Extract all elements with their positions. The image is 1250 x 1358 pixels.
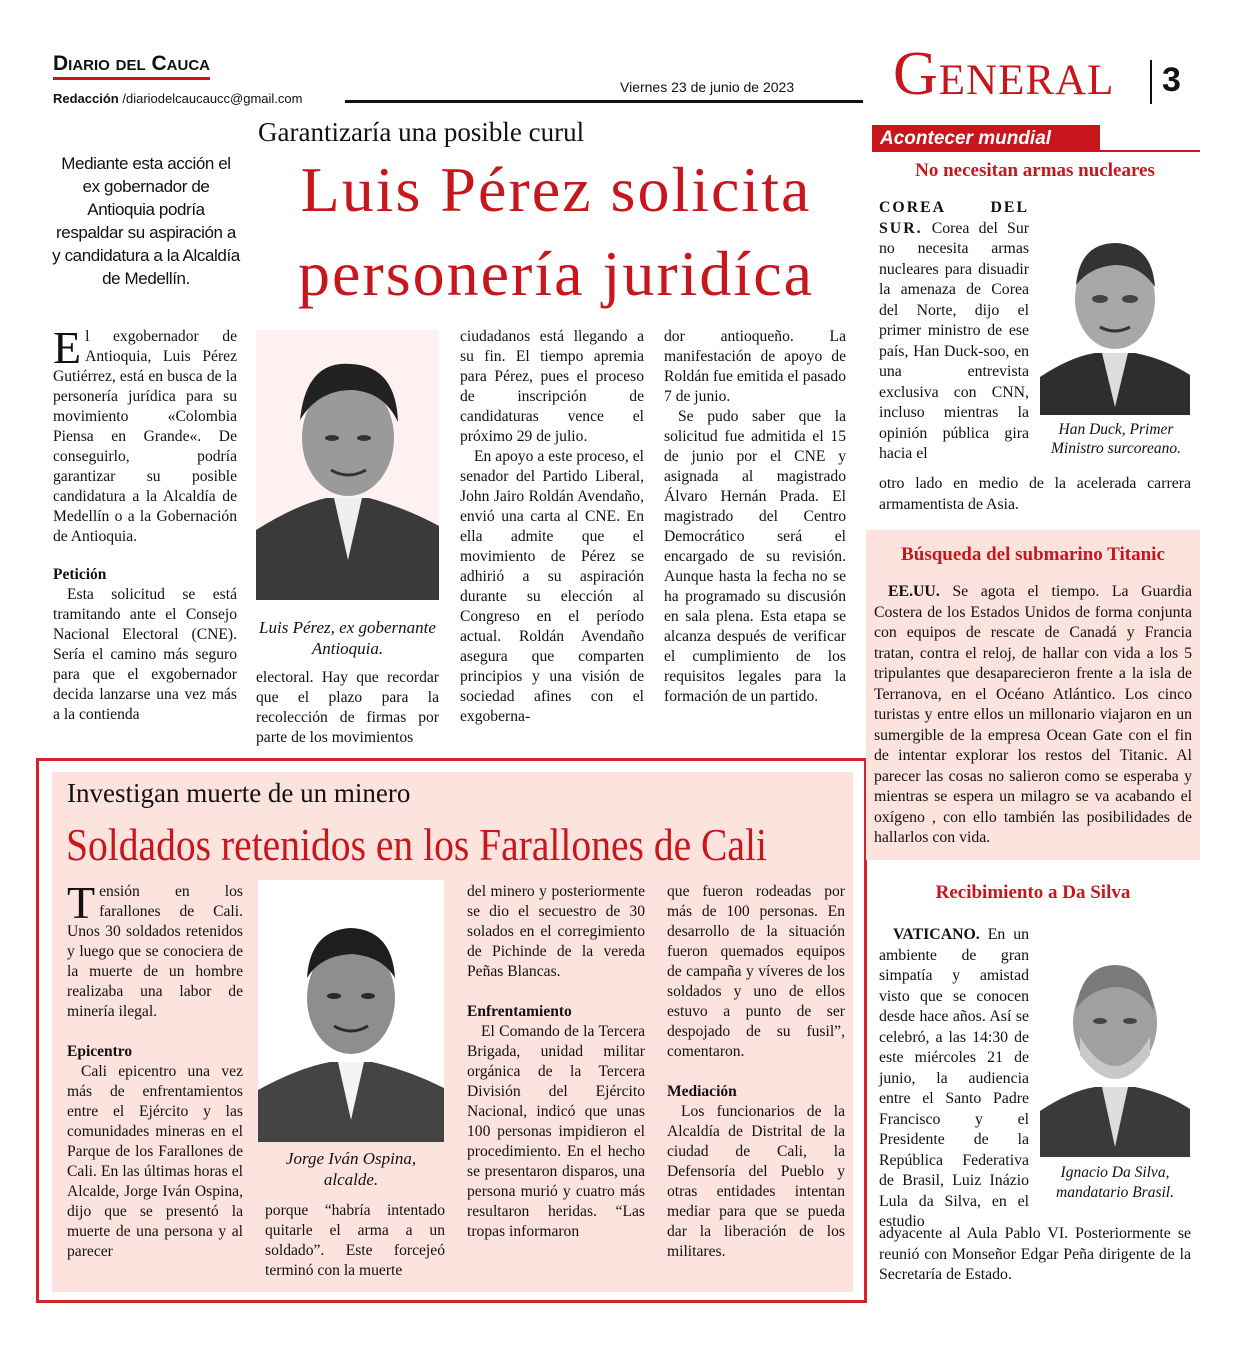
main-summary: Mediante esta acción el ex gobernador de Antioquia podría respaldar su aspiración a y candidatura a la Alcaldía de Medellín. <box>52 154 240 288</box>
sidebar-story3-place: VATICANO. <box>893 926 980 943</box>
section-divider <box>1150 60 1152 104</box>
second-headline: Soldados retenidos en los Farallones de Cali <box>66 819 767 870</box>
main-col-2 <box>256 668 439 748</box>
main-subhead-peticion: Petición <box>53 566 107 583</box>
sidebar-story3-text-cont: adyacente al Aula Pablo VI. Posteriormente se reunió con Monseñor Edgar Peña dirigente de la Secretaría de Estado. <box>879 1225 1191 1283</box>
header-rule <box>345 100 863 103</box>
sidebar-story1-text: Corea del Sur no necesita armas nucleares para disuadir la amenaza de Corea del Norte, dijo el primer ministro de ese país, Han Duck-soo, en una entrevista exclusiva con CNN, incluso mientras la opinión pública gira hacia el <box>879 219 1029 462</box>
sidebar-story3-cont <box>879 1224 1191 1286</box>
main-col3-p1: ciudadanos está llegando a su fin. El tiempo apremia para Pérez, pues el proceso de inscripción de candidaturas vence el próximo 29 de julio. <box>460 328 644 445</box>
luis-perez-photo <box>256 330 439 600</box>
issue-date: Viernes 23 de junio de 2023 <box>620 79 795 95</box>
main-col1-p2: Esta solicitud se está tramitando ante el Consejo Nacional Electoral (CNE). Sería el camino más seguro para que el exgobernador decida lanzarse una vez más a la contienda <box>53 586 237 723</box>
main-kicker: Garantizaría una posible curul <box>258 117 585 147</box>
sidebar-story1-cont <box>879 474 1191 515</box>
second-col-4 <box>667 882 845 1262</box>
ospina-photo <box>258 880 444 1142</box>
second-col4-p1: que fueron rodeadas por más de 100 personas. En desarrollo de la situación fueron quemados equipos de campaña y víveres de los soldados y uno de ellos estuvo a punto de ser despojado de su fusil”, comentaron. <box>667 883 845 1060</box>
sidebar-banner: Acontecer mundial <box>872 125 1100 152</box>
main-col4-p2: Se pudo saber que la solicitud fue admitida el 15 de junio por el CNE y asignada al magistrado Álvaro Hernán Prada. El magistrado del Centro Democrático será el encargado de su revisión. Aunque hasta la fecha no se ha programado su discusión en sala plena. Esta etapa se alcanza después de verificar el cumplimiento de los requisitos legales para la formación de un partido. <box>664 408 846 705</box>
masthead <box>53 52 210 80</box>
second-col1-p2: Cali epicentro una vez más de enfrentamientos entre el Ejército y las comunidades mineras en el Parque de los Farallones de Cali. En las últimas horas el Alcalde, Jorge Iván Ospina, dijo que se presentó la muerte de una persona y al parecer <box>67 1063 243 1260</box>
sidebar-banner-rule <box>872 150 1200 152</box>
second-col4-p2: Los funcionarios de la Alcaldía de Distrital de la ciudad de Cali, la Defensoría del Pueblo y otras entidades intentan mediar para que se pueda dar la liberación de los militares. <box>667 1103 845 1260</box>
sidebar-story3-body <box>879 925 1029 1233</box>
ospina-caption: Jorge Iván Ospina, alcalde. <box>285 1149 417 1189</box>
second-col2-p1: porque “habría intentado quitarle el arma a un soldado”. Este forcejeó terminó con la muerte <box>265 1202 445 1279</box>
main-dropcap: E <box>53 322 82 373</box>
redaccion-email: /diariodelcaucaucc@gmail.com <box>122 91 303 106</box>
sidebar-story2-body <box>874 582 1192 849</box>
portrait-icon <box>258 880 444 1142</box>
second-col1-p1: ensión en los farallones de Cali. Unos 30 soldados retenidos y luego que se conociera de la muerte de un hombre realizaba una labor de minería ilegal. <box>67 883 243 1020</box>
sidebar-story3-title: Recibimiento a Da Silva <box>935 882 1131 903</box>
main-col-4 <box>664 327 846 707</box>
portrait-icon <box>1040 207 1190 415</box>
redaccion-label: Redacción <box>53 91 119 106</box>
page-number: 3 <box>1162 61 1181 99</box>
second-col3-p1: del minero y posteriormente se dio el secuestro de 30 solados en el corregimiento de Pichinde de la vereda Peñas Blancas. <box>467 883 645 980</box>
second-subhead-enfrentamiento: Enfrentamiento <box>467 1003 572 1020</box>
sidebar-story2-text: Se agota el tiempo. La Guardia Costera de los Estados Unidos de forma conjunta con equipos de rescate de Canadá y Francia tratan, contra el reloj, de hallar con vida a los 5 tripulantes que desaparecieron frente a la isla de Terranova, en el Océano Atlántico. Los cinco turistas y entre ellos un millonario viajaron en un sumergible de la empresa Ocean Gate con el fin de intentar explorar los restos del Titanic. Al parecer las cosas no salieron como se esperaba y mientras se espera un milagro se va acabando el oxígeno , con ello también las posibilidades de hallarlos con vida. <box>874 583 1192 846</box>
main-headline: Luis Pérez solicita personería juridíca <box>298 154 814 309</box>
section-title: General <box>893 40 1115 108</box>
sidebar-story1-text-cont: otro lado en medio de la acelerada carrera armamentista de Asia. <box>879 475 1191 513</box>
sidebar-story1-body <box>879 198 1029 465</box>
second-col-2 <box>265 1201 445 1281</box>
portrait-icon <box>256 330 439 600</box>
sidebar-story2-place: EE.UU. <box>888 583 940 600</box>
second-col-1 <box>67 877 243 1262</box>
han-duck-photo <box>1040 207 1190 415</box>
second-dropcap: T <box>67 877 96 928</box>
second-col-3 <box>467 882 645 1242</box>
sidebar-story1-title: No necesitan armas nucleares <box>915 160 1155 181</box>
lula-photo <box>1040 925 1190 1157</box>
sidebar-story3-text: En un ambiente de gran simpatía y amistad visto que se conocen desde hace años. Así se celebró, a las 14:30 de este miércoles 21 de junio, la audiencia entre el Santo Padre Francisco y el Presidente de la República Federativa de Brasil, Luiz Inázio Lula da Silva, en el estudio <box>879 926 1030 1230</box>
main-col1-p1: l exgobernador de Antioquia, Luis Pérez Gutiérrez, está en busca de la personería jurídica para su movimiento «Colombia Piensa en Grande«. De conseguirlo, podría garantizar su posible candidatura a la Alcaldía de Medellín o a la Gobernación de Antioquia. <box>53 328 237 545</box>
sidebar-story2-title: Búsqueda del submarino Titanic <box>901 544 1165 565</box>
redaccion-line <box>53 91 302 106</box>
second-col3-p2: El Comando de la Tercera Brigada, unidad militar orgánica de la Tercera División del Ejército Nacional, indicó que unas 100 personas impidieron el procedimiento. En el hecho se presentaron disparos, una persona murió y cuatro más resultaron heridas. “Las tropas informaron <box>467 1023 645 1240</box>
han-duck-caption: Han Duck, Primer Ministro surcoreano. <box>1050 421 1182 457</box>
main-col3-p2: En apoyo a este proceso, el senador del Partido Liberal, John Jairo Roldán Avendaño, envió una carta al CNE. En ella admite que el movimiento de Pérez se adhirió a su aspiración durante su elección al Congreso en el período actual. Roldán Avendaño asegura que comparten principios y una visión de sociedad afines con el exgoberna- <box>460 448 644 725</box>
second-subhead-epicentro: Epicentro <box>67 1043 133 1060</box>
lula-caption: Ignacio Da Silva, mandatario Brasil. <box>1056 1164 1174 1201</box>
main-col-1 <box>53 322 237 725</box>
paper-name: Diario del Cauca <box>53 52 210 80</box>
main-col2-p1: electoral. Hay que recordar que el plazo para la recolección de firmas por parte de los movimientos <box>256 669 439 746</box>
main-col-3 <box>460 327 644 727</box>
second-kicker: Investigan muerte de un minero <box>67 778 411 808</box>
portrait-icon <box>1040 925 1190 1157</box>
main-col4-p1: dor antioqueño. La manifestación de apoyo de Roldán fue emitida el pasado 7 de junio. <box>664 328 846 405</box>
second-subhead-mediacion: Mediación <box>667 1083 737 1100</box>
sidebar-story1-place: COREA DEL SUR. <box>879 199 1029 237</box>
luis-perez-caption: Luis Pérez, ex gobernante Antioquia. <box>259 618 436 658</box>
